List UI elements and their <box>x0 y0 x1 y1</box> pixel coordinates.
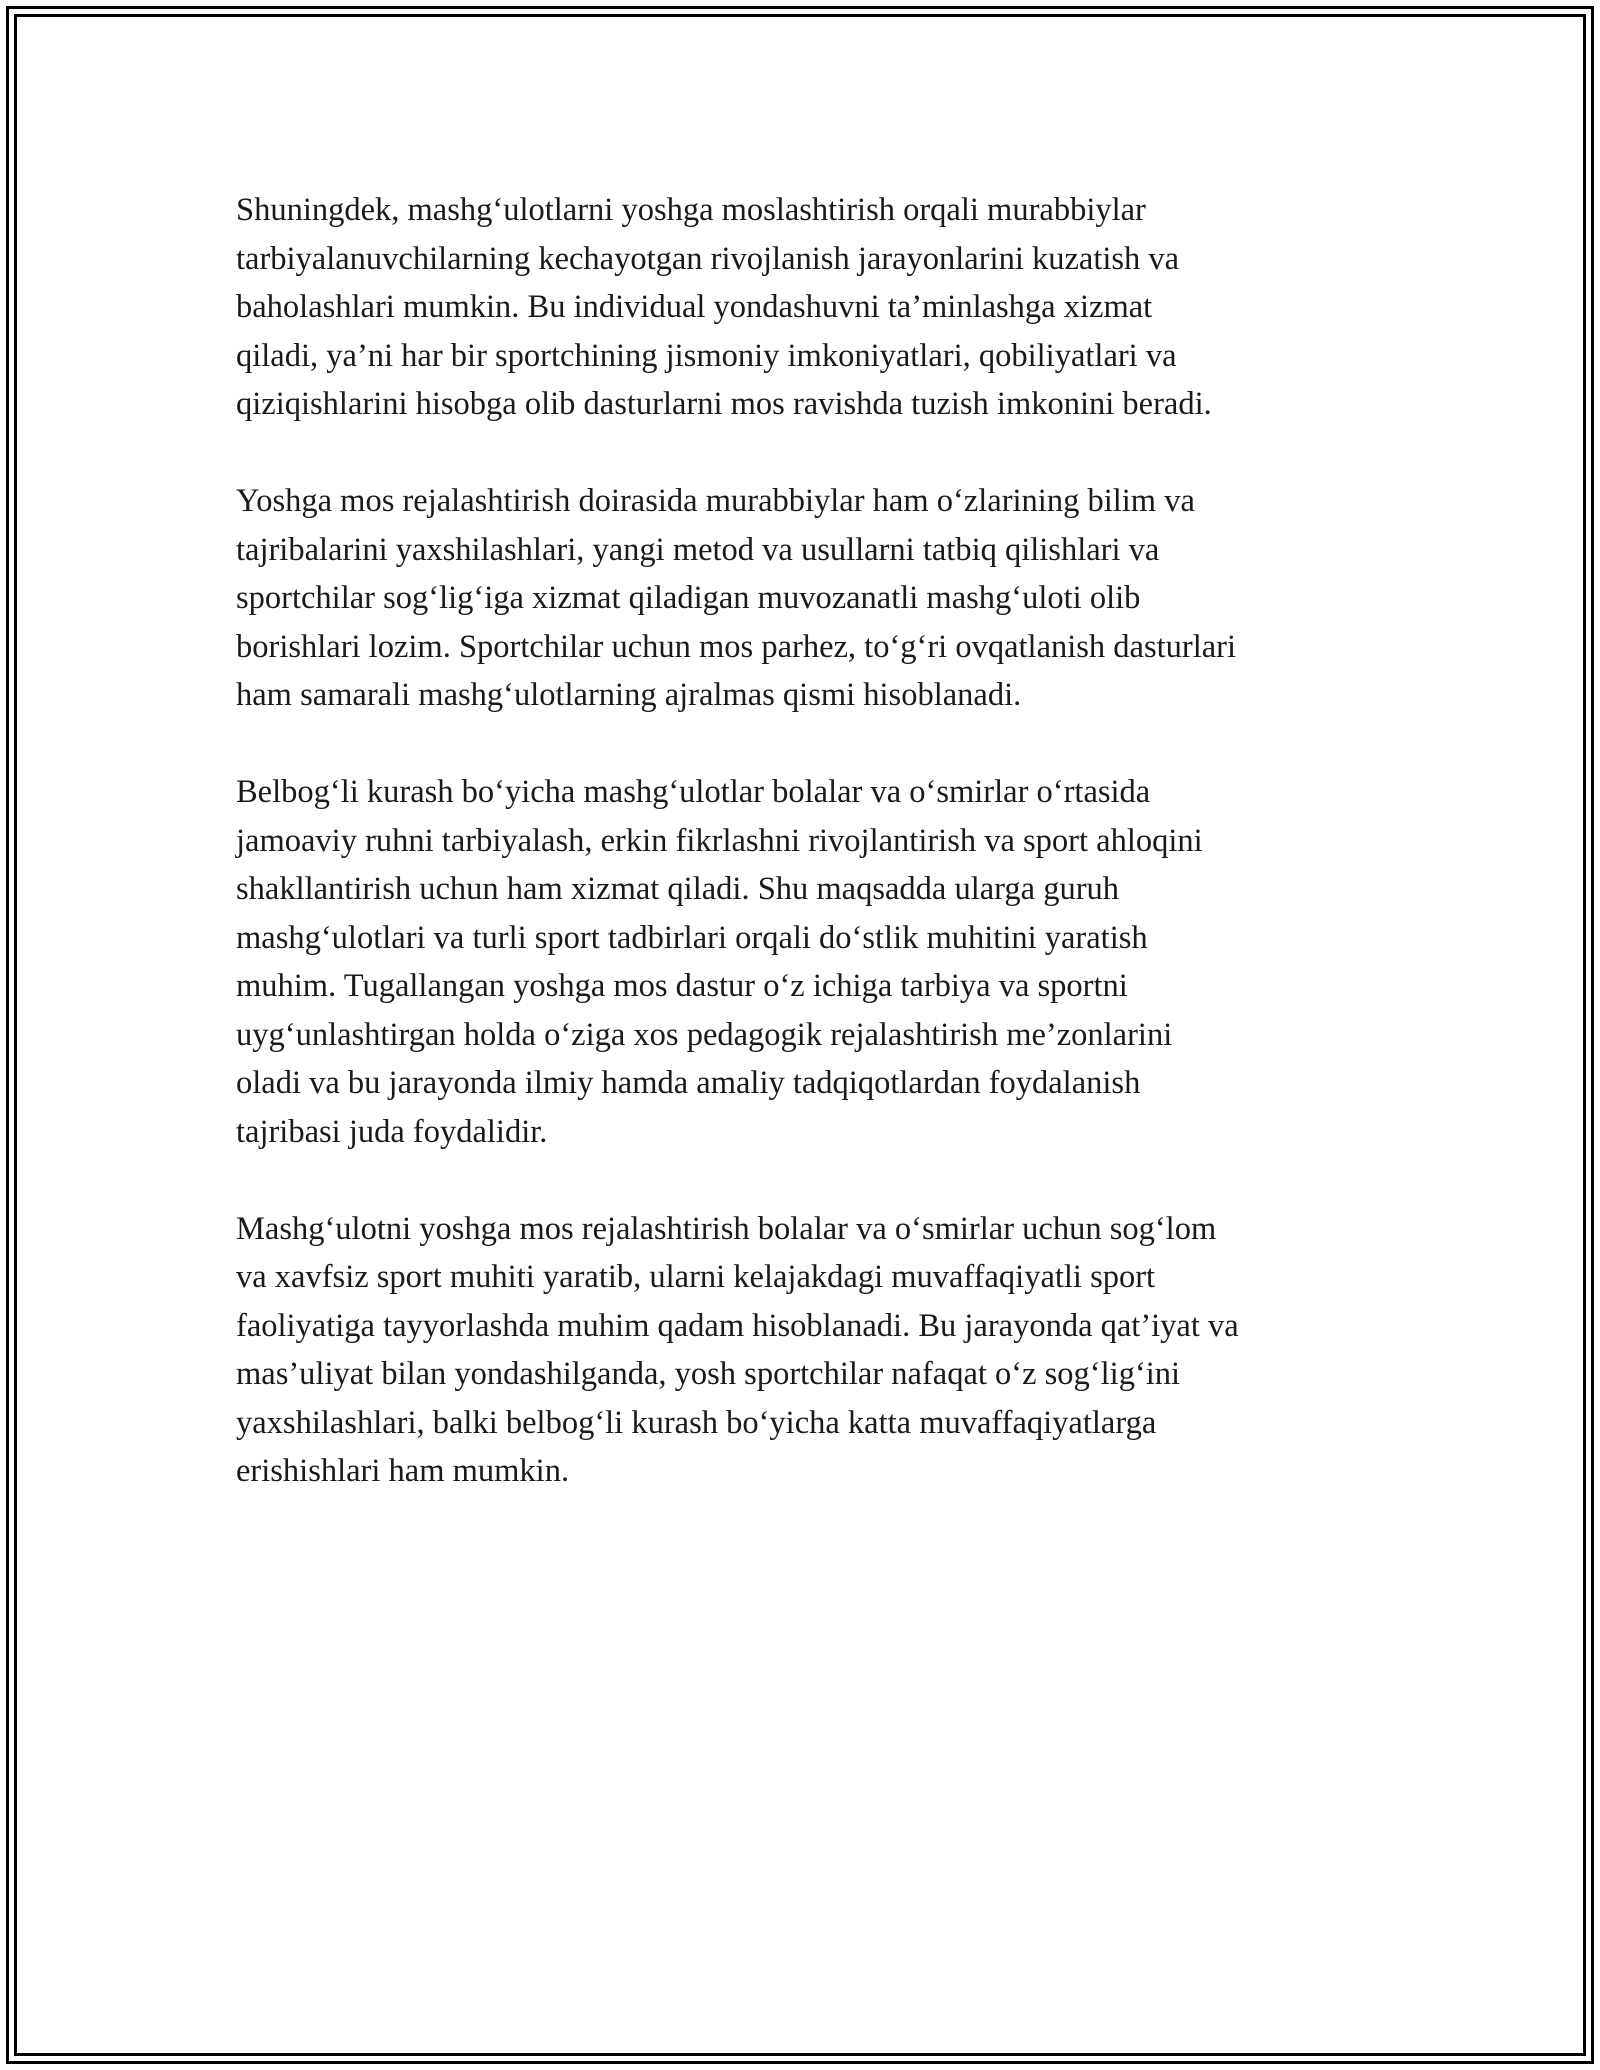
paragraph-line: tajribasi juda foydalidir. <box>236 1113 548 1150</box>
paragraph-line: borishlari lozim. Sportchilar uchun mos parhez, to‘g‘ri ovqatlanish dasturlari <box>236 628 1237 665</box>
paragraph-1 <box>236 186 1386 429</box>
paragraph-line: uyg‘unlashtirgan holda o‘ziga xos pedagogik rejalashtirish me’zonlarini <box>236 1016 1173 1053</box>
document-body <box>236 186 1386 1544</box>
paragraph-line: baholashlari mumkin. Bu individual yondashuvni ta’minlashga xizmat <box>236 289 1153 325</box>
paragraph-line: qiziqishlarini hisobga olib dasturlarni mos ravishda tuzish imkonini beradi. <box>236 386 1212 422</box>
paragraph-line: va xavfsiz sport muhiti yaratib, ularni kelajakdagi muvaffaqiyatli sport <box>236 1259 1156 1295</box>
paragraph-line: ham samarali mashg‘ulotlarning ajralmas qismi hisoblanadi. <box>236 677 1022 713</box>
paragraph-line: Shuningdek, mashg‘ulotlarni yoshga moslashtirish orqali murabbiylar <box>236 192 1146 228</box>
paragraph-line: tarbiyalanuvchilarning kechayotgan rivojlanish jarayonlarini kuzatish va <box>236 240 1180 277</box>
paragraph-line: oladi va bu jarayonda ilmiy hamda amaliy tadqiqotlardan foydalanish <box>236 1065 1141 1101</box>
paragraph-line: qiladi, ya’ni har bir sportchining jismoniy imkoniyatlari, qobiliyatlari va <box>236 337 1177 374</box>
paragraph-2 <box>236 477 1386 720</box>
paragraph-line: sportchilar sog‘lig‘iga xizmat qiladigan muvozanatli mashg‘uloti olib <box>236 580 1141 616</box>
paragraph-line: Belbog‘li kurash bo‘yicha mashg‘ulotlar bolalar va o‘smirlar o‘rtasida <box>236 774 1151 810</box>
paragraph-line: yaxshilashlari, balki belbog‘li kurash bo‘yicha katta muvaffaqiyatlarga <box>236 1404 1157 1441</box>
paragraph-3 <box>236 768 1386 1156</box>
paragraph-line: tajribalarini yaxshilashlari, yangi metod va usullarni tatbiq qilishlari va <box>236 531 1160 568</box>
paragraph-line: Yoshga mos rejalashtirish doirasida murabbiylar ham o‘zlarining bilim va <box>236 483 1195 519</box>
paragraph-4 <box>236 1205 1386 1496</box>
paragraph-line: mashg‘ulotlari va turli sport tadbirlari orqali do‘stlik muhitini yaratish <box>236 919 1148 956</box>
paragraph-line: muhim. Tugallangan yoshga mos dastur o‘z ichiga tarbiya va sportni <box>236 968 1128 1004</box>
paragraph-line: shakllantirish uchun ham xizmat qiladi. Shu maqsadda ularga guruh <box>236 871 1120 907</box>
paragraph-line: jamoaviy ruhni tarbiyalash, erkin fikrlashni rivojlantirish va sport ahloqini <box>236 822 1203 859</box>
paragraph-line: Mashg‘ulotni yoshga mos rejalashtirish bolalar va o‘smirlar uchun sog‘lom <box>236 1210 1217 1247</box>
paragraph-line: erishishlari ham mumkin. <box>236 1453 570 1489</box>
paragraph-line: mas’uliyat bilan yondashilganda, yosh sportchilar nafaqat o‘z sog‘lig‘ini <box>236 1356 1181 1392</box>
paragraph-line: faoliyatiga tayyorlashda muhim qadam hisoblanadi. Bu jarayonda qat’iyat va <box>236 1307 1239 1344</box>
